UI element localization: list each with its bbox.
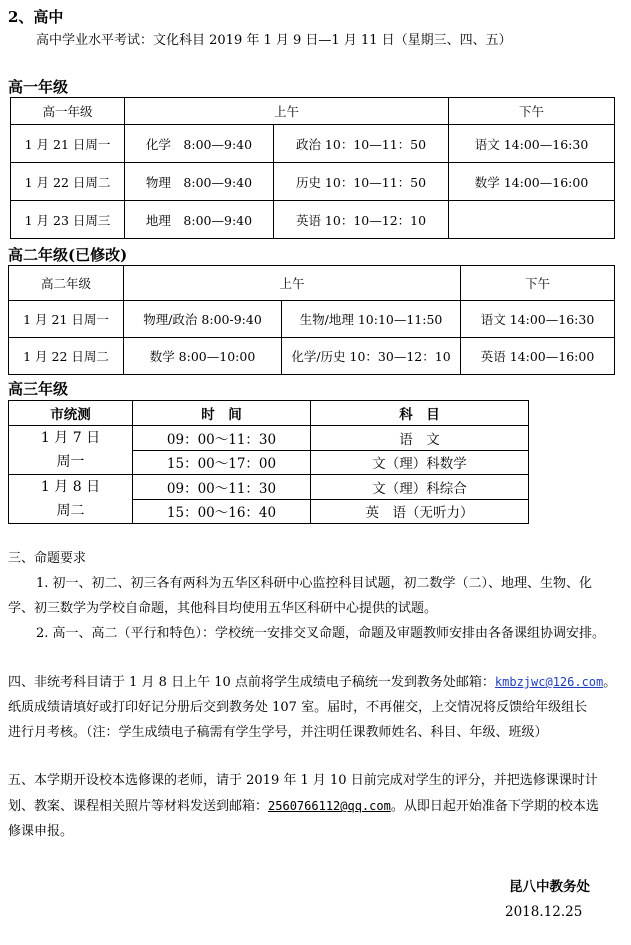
- g2-r0-am2: 生物/地理 10:10—11:50: [282, 301, 461, 338]
- g2-r1-day: 1 月 22 日周二: [9, 338, 124, 375]
- g2-r1-pm: 英语 14:00—16:00: [461, 338, 615, 375]
- g1-head-grade: 高一年级: [11, 98, 125, 125]
- g2-head-pm: 下午: [461, 266, 615, 301]
- g1-r2-am2: 英语 10：10—12：10: [274, 201, 449, 239]
- signature-org: 昆八中教务处: [509, 879, 590, 895]
- g1-r0-pm: 语文 14:00—16:30: [449, 125, 615, 163]
- g1-r0-am1: 化学 8:00—9:40: [125, 125, 274, 163]
- g3-subject-1: 文（理）科数学: [311, 450, 529, 475]
- g3-subject-3: 英 语（无听力）: [311, 499, 529, 524]
- section4-line1: [8, 670, 616, 695]
- g3-time-3: 15：00～16：40: [133, 499, 311, 524]
- section2-intro: 高中学业水平考试：文化科目 2019 年 1 月 9 日—1 月 11 日（星期三、四、五）: [36, 33, 512, 48]
- g1-r2-day: 1 月 23 日周三: [11, 201, 125, 239]
- section3-p1a: 1. 初一、初二、初三各有两科为五华区科研中心监控科目试题，初二数学（二）、地理、生物、化: [36, 576, 593, 591]
- section3-p1b: 学、初三数学为学校自命题，其他科目均使用五华区科研中心提供的试题。: [8, 601, 438, 616]
- grade2-title: 高二年级(已修改): [8, 246, 128, 264]
- section4-email-link[interactable]: kmbzjwc@126.com: [494, 675, 604, 689]
- g1-r0-day: 1 月 21 日周一: [11, 125, 125, 163]
- section2-title: 2、高中: [8, 8, 64, 26]
- g2-r1-am1: 数学 8:00—10:00: [124, 338, 282, 375]
- g3-day1-date: 1 月 7 日: [40, 430, 101, 446]
- section4-line3: 进行月考核。（注：学生成绩电子稿需有学生学号，并注明任课教师姓名、科目、年级、班级）: [8, 725, 548, 740]
- section5-email[interactable]: 2560766112@qq.com: [268, 799, 391, 813]
- section5-line2: [8, 794, 599, 819]
- g1-head-am: 上午: [125, 98, 449, 125]
- g1-r1-am2: 历史 10：10—11：50: [274, 163, 449, 201]
- g3-day2: [9, 475, 133, 524]
- g2-r0-am1: 物理/政治 8:00-9:40: [124, 301, 282, 338]
- section3-p2: 2. 高一、高二（平行和特色）：学校统一安排交叉命题，命题及审题教师安排由各备课组协调安排。: [36, 626, 606, 641]
- section4-line1-text: 四、非统考科目请于 1 月 8 日上午 10 点前将学生成绩电子稿统一发到教务处邮箱：: [8, 675, 495, 690]
- g3-day1-week: 周一: [56, 454, 85, 470]
- g2-head-am: 上午: [124, 266, 461, 301]
- g3-time-2: 09：00～11：30: [133, 475, 311, 500]
- g3-head-exam: 市统测: [9, 401, 133, 426]
- g3-day2-week: 周二: [56, 503, 85, 519]
- g1-r1-pm: 数学 14:00—16:00: [449, 163, 615, 201]
- g3-day1: [9, 426, 133, 475]
- g1-head-pm: 下午: [449, 98, 615, 125]
- g2-r0-pm: 语文 14:00—16:30: [461, 301, 615, 338]
- section3-title: 三、命题要求: [8, 551, 87, 566]
- g1-r1-am1: 物理 8:00—9:40: [125, 163, 274, 201]
- g3-time-1: 15：00～17：00: [133, 450, 311, 475]
- grade2-table: [8, 265, 615, 375]
- g3-head-time: 时 间: [133, 401, 311, 426]
- signature-date: 2018.12.25: [505, 904, 583, 920]
- g3-day2-date: 1 月 8 日: [40, 479, 101, 495]
- section5-line2b: 。从即日起开始准备下学期的校本选: [390, 799, 599, 814]
- g3-head-subject: 科 目: [311, 401, 529, 426]
- g3-subject-0: 语 文: [311, 426, 529, 451]
- section5-line1: 五、本学期开设校本选修课的老师，请于 2019 年 1 月 10 日前完成对学生的评分，并把选修课课时计: [8, 773, 598, 788]
- grade1-title: 高一年级: [8, 78, 69, 96]
- grade3-table: [8, 400, 529, 524]
- g1-r2-pm: [449, 201, 615, 239]
- section5-line3: 修课申报。: [8, 824, 74, 839]
- g2-head-grade: 高二年级: [9, 266, 124, 301]
- g3-subject-2: 文（理）科综合: [311, 475, 529, 500]
- g1-r2-am1: 地理 8:00—9:40: [125, 201, 274, 239]
- g1-r1-day: 1 月 22 日周二: [11, 163, 125, 201]
- section4-line1-end: 。: [603, 675, 617, 690]
- g3-time-0: 09：00～11：30: [133, 426, 311, 451]
- g2-r1-am2: 化学/历史 10：30—12：10: [282, 338, 461, 375]
- g1-r0-am2: 政治 10：10—11：50: [274, 125, 449, 163]
- grade3-title: 高三年级: [8, 380, 69, 398]
- section5-line2a: 划、教案、课程相关照片等材料发送到邮箱：: [8, 799, 269, 814]
- grade1-table: [10, 97, 615, 239]
- section4-line2: 纸质成绩请填好或打印好记分册后交到教务处 107 室。届时，不再催交，上交情况将反馈给年级组长: [8, 700, 588, 715]
- g2-r0-day: 1 月 21 日周一: [9, 301, 124, 338]
